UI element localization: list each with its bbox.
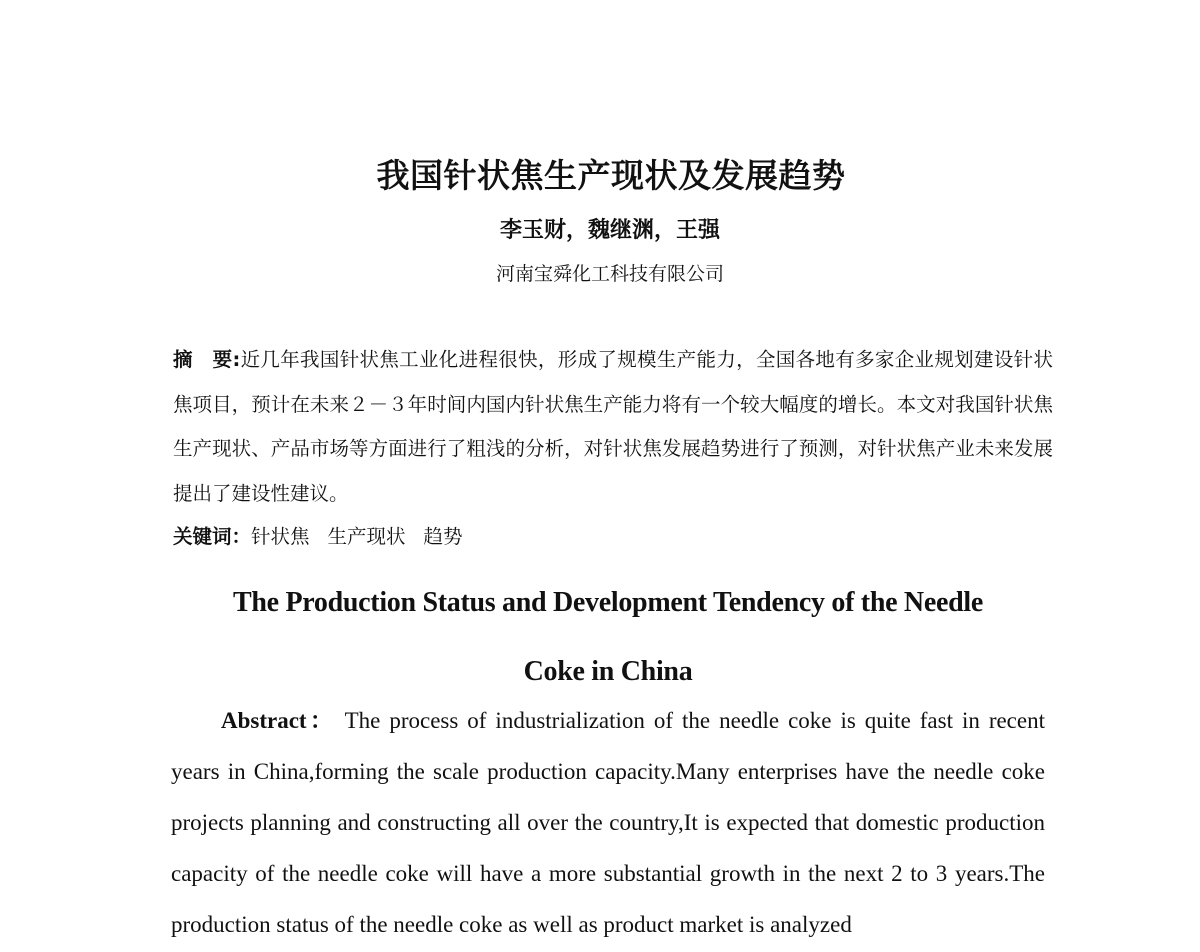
abstract-chinese-label: 摘 要: [173,348,241,371]
abstract-chinese [173,338,1053,516]
paper-title-chinese: 我国针状焦生产现状及发展趋势 [376,156,846,195]
keyword-item: 趋势 [423,525,463,548]
abstract-english-label: Abstract： [221,708,337,733]
author-list: 李玉财，魏继渊，王强 [499,218,720,243]
abstract-english [171,695,1045,950]
abstract-chinese-text: 近几年我国针状焦工业化进程很快，形成了规模生产能力，全国各地有多家企业规划建设针状焦项目，预计在未来２－３年时间内国内针状焦生产能力将有一个较大幅度的增长。本文对我国针状焦生产现状、产品市场等方面进行了粗浅的分析，对针状焦发展趋势进行了预测，对针状焦产业未来发展提出了建设性建议。 [173,348,1053,505]
keywords-label: 关键词： [173,525,252,548]
keywords-line [173,515,481,559]
keyword-item: 针状焦 [251,525,310,548]
paper-title-english: The Production Status and Development Tendency of the Needle Coke in China [233,587,983,687]
author-affiliation: 河南宝舜化工科技有限公司 [495,263,724,285]
keyword-item: 生产现状 [327,525,406,548]
abstract-english-text: The process of industrialization of the needle coke is quite fast in recent years in China,forming the scale production capacity.Many enterprises have the needle coke projects planning and constructing all over the country,It is expected that domestic production capacity of the needle coke will have a more substantial growth in the next 2 to 3 years.The production status of the needle coke as well as product market is analyzed [171,708,1045,937]
